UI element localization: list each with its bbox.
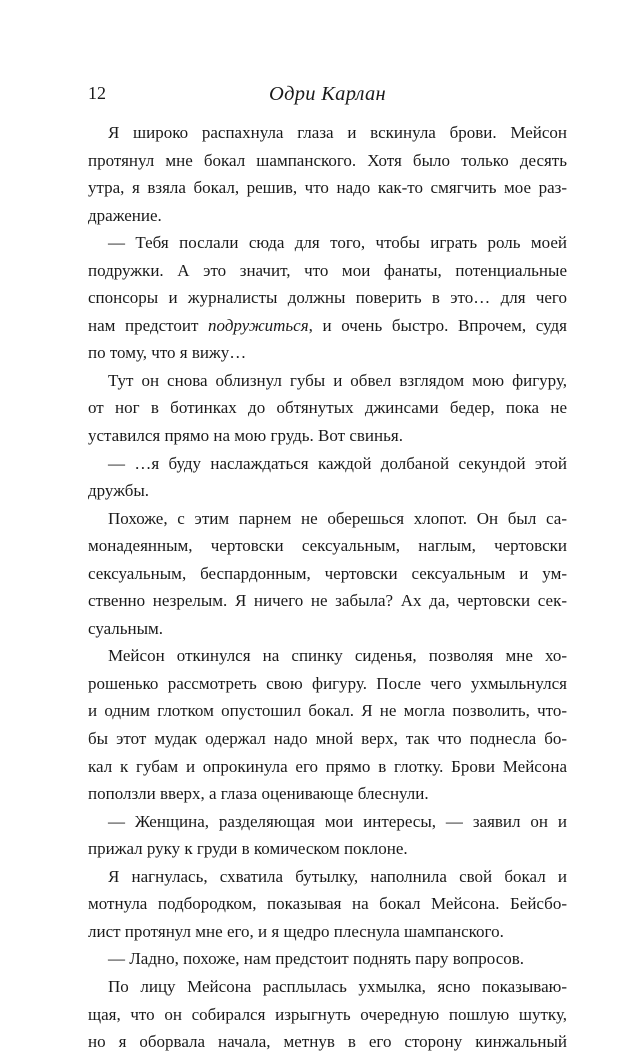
text-line <box>88 312 567 340</box>
text-line: утра, я взяла бокал, решив, что надо как-то смягчить мое раз- <box>88 178 567 198</box>
text-line: от ног в ботинках до обтянутых джинсами бедер, пока не <box>88 398 567 418</box>
text-line: спонсоры и журналисты должны поверить в это… для чего <box>88 288 567 308</box>
text-line: — Ладно, похоже, нам предстоит поднять пару вопросов. <box>108 949 525 969</box>
text-line: сексуальным, беспардонным, чертовски сексуальным и ум- <box>88 563 567 583</box>
body-text <box>88 119 567 1056</box>
text-line: Мейсон откинулся на спинку сиденья, позволяя мне хо- <box>108 646 567 666</box>
text-line: суальным. <box>88 618 164 638</box>
page-header <box>88 76 567 106</box>
text-line: мотнула подбородком, показывая на бокал Мейсона. Бейсбо- <box>88 894 567 914</box>
text-line: и одним глотком опустошил бокал. Я не могла позволить, что- <box>88 701 567 721</box>
running-head: Одри Карлан <box>268 83 387 105</box>
text-line: Похоже, с этим парнем не оберешься хлопот. Он был са- <box>108 508 567 528</box>
text-line: по тому, что я вижу… <box>88 343 247 363</box>
text-line: дружбы. <box>88 481 150 501</box>
text-line: Я нагнулась, схватила бутылку, наполнила свой бокал и <box>108 866 567 886</box>
text-line: лист протянул мне его, и я щедро плеснула шампанского. <box>88 921 504 941</box>
text-line: но я оборвала начала, метнув в его сторону кинжальный <box>88 1032 567 1052</box>
text-line: бы этот мудак одержал надо мной верх, так что поднесла бо- <box>88 729 567 749</box>
text-line: — Тебя послали сюда для того, чтобы играть роль моей <box>108 233 567 253</box>
text-line: щая, что он собирался изрыгнуть очередную пошлую шутку, <box>88 1004 567 1024</box>
text-line: рошенько рассмотреть свою фигуру. После чего ухмыльнулся <box>88 673 567 693</box>
text-line: — Женщина, разделяющая мои интересы, — заявил он и <box>108 811 567 831</box>
italic-emphasis: подружиться <box>208 315 309 335</box>
text-line: — …я буду наслаждаться каждой долбаной секундой этой <box>108 453 567 473</box>
text-line: уставился прямо на мою грудь. Вот свинья. <box>88 426 403 446</box>
text-line: ственно незрелым. Я ничего не забыла? Ах да, чертовски сек- <box>88 591 567 611</box>
text-line: протянул мне бокал шампанского. Хотя было только десять <box>88 150 567 170</box>
text-line: дражение. <box>88 205 162 225</box>
text-line: прижал руку к груди в комическом поклоне. <box>88 839 408 859</box>
text-line: Тут он снова облизнул губы и обвел взглядом мою фигуру, <box>108 370 567 390</box>
text-line: Я широко распахнула глаза и вскинула брови. Мейсон <box>108 123 567 142</box>
text-line: поползли вверх, а глаза оценивающе блеснули. <box>88 784 429 804</box>
text-line: монадеянным, чертовски сексуальным, наглым, чертовски <box>88 536 567 556</box>
text-span: , и очень быстро. Впрочем, судя <box>308 315 567 335</box>
text-line: кал к губам и опрокинула его прямо в глотку. Брови Мейсона <box>88 756 567 776</box>
text-line: По лицу Мейсона расплылась ухмылка, ясно показываю- <box>108 976 567 996</box>
text-span: нам предстоит <box>88 315 209 335</box>
page-number: 12 <box>88 83 106 103</box>
text-line: подружки. А это значит, что мои фанаты, потенциальные <box>88 260 567 280</box>
